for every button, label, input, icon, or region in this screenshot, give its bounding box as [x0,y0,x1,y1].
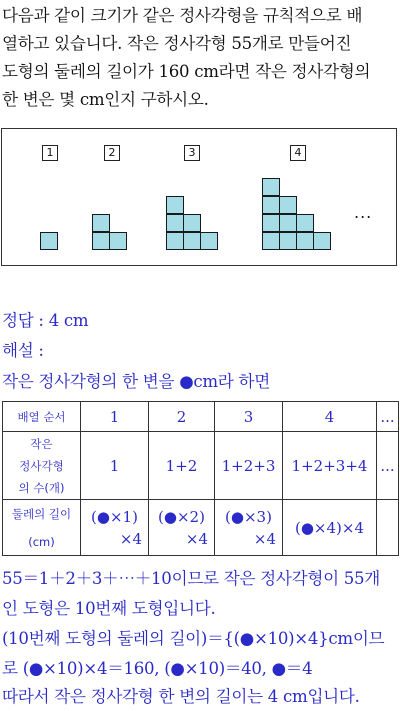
perimeter-cell-empty [377,500,399,556]
count-cell: ... [377,432,399,500]
square [279,232,297,250]
square [40,232,58,250]
explanation-line: 인 도형은 10번째 도형입니다. [2,599,216,618]
square [262,178,280,196]
explanation-line: 따라서 작은 정사각형 한 변의 길이는 4 cm입니다. [2,687,360,706]
count-cell: 1+2 [149,432,215,500]
square [262,196,280,214]
table-row [3,500,399,556]
header-cell: 4 [283,402,377,432]
square [313,232,331,250]
square [262,232,280,250]
pattern-table [2,401,399,556]
square [296,232,314,250]
count-label-line: 의 수(개) [18,480,65,495]
figure-label-2: 2 [104,145,120,161]
square [92,214,110,232]
count-label-cell [3,432,81,500]
explanation-line: (10번째 도형의 둘레의 길이)＝{(●×10)×4}cm이므 [2,629,385,648]
perimeter-expr: ×4 [119,529,142,548]
perimeter-expr: ×4 [253,529,276,548]
problem-line: 열하고 있습니다. 작은 정사각형 55개로 만들어진 [2,34,352,53]
problem-text [2,2,398,114]
continuation-ellipsis: ... [354,203,373,222]
header-cell: ... [377,402,399,432]
problem-line: 한 변은 몇 cm인지 구하시오. [2,90,209,109]
perimeter-label-line: (cm) [28,534,55,549]
explanation-line: 55＝1＋2＋3＋⋯＋10이므로 작은 정사각형이 55개 [2,569,381,588]
square [166,196,184,214]
figure-label-1: 1 [42,145,58,161]
count-label-line: 정사각형 [19,458,64,473]
header-cell: 3 [215,402,283,432]
square [183,232,201,250]
perimeter-cell [215,500,283,556]
problem-line: 다음과 같이 크기가 같은 정사각형을 규칙적으로 배 [2,6,363,25]
count-cell: 1+2+3 [215,432,283,500]
header-cell: 2 [149,402,215,432]
explanation-intro: 작은 정사각형의 한 변을 ●cm라 하면 [2,372,270,391]
perimeter-expr: (●×2) [158,507,205,526]
explanation-heading: 해설 : [2,341,44,360]
perimeter-expr: (●×4)×4 [294,518,365,537]
perimeter-expr: ×4 [185,529,208,548]
square [279,214,297,232]
square [166,214,184,232]
answer-line: 정답 : 4 cm [2,311,89,330]
problem-line: 도형의 둘레의 길이가 160 cm라면 작은 정사각형의 [2,62,371,81]
square [109,232,127,250]
header-cell: 배열 순서 [3,402,81,432]
header-cell: 1 [81,402,149,432]
perimeter-label-cell [3,500,81,556]
perimeter-expr: (●×1) [91,507,138,526]
square [183,214,201,232]
table-row [3,402,399,432]
perimeter-cell [81,500,149,556]
square [92,232,110,250]
square [166,232,184,250]
square [200,232,218,250]
pattern-figure [1,128,397,266]
perimeter-cell [149,500,215,556]
perimeter-label-line: 둘레의 길이 [11,506,72,521]
square [262,214,280,232]
table-row [3,432,399,500]
square [279,196,297,214]
perimeter-cell [283,500,377,556]
square [296,214,314,232]
count-label-line: 작은 [30,436,53,451]
perimeter-expr: (●×3) [225,507,272,526]
count-cell: 1+2+3+4 [283,432,377,500]
figure-label-3: 3 [184,145,200,161]
figure-label-4: 4 [290,145,306,161]
explanation-line: 로 (●×10)×4＝160, (●×10)＝40, ●＝4 [2,659,313,678]
count-cell: 1 [81,432,149,500]
